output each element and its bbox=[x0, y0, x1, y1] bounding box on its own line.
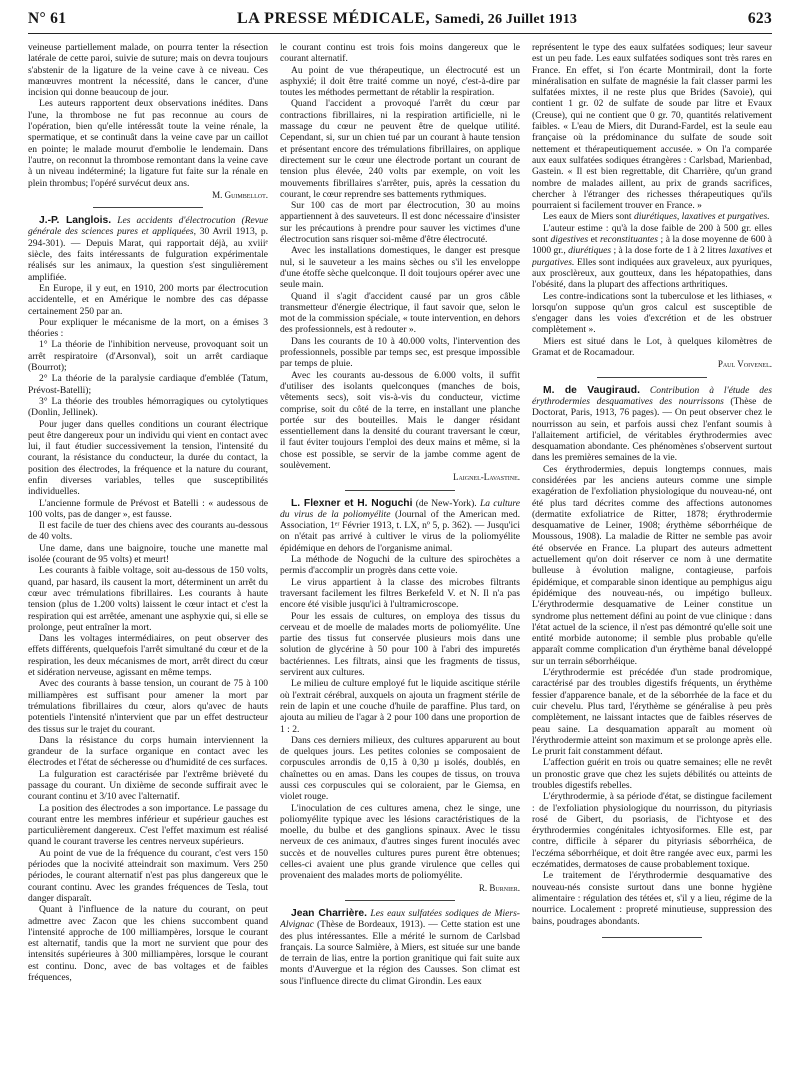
paragraph: Au point de vue thérapeutique, un électrocuté est un asphyxié; il doit être traité comme un noyé, c'est-à-dire par toutes les méthodes permettant de rétablir la respiration. bbox=[280, 64, 520, 99]
emphasis: reconstituantes bbox=[600, 234, 659, 246]
signature: Paul Voivenel. bbox=[717, 359, 772, 370]
paragraph: L'ancienne formule de Prévost et Batelli : « audessous de 100 volts, pas de danger », est fausse. bbox=[28, 497, 268, 520]
paragraph: veineuse partiellement malade, on pourra tenter la résection latérale de cette paroi, suivie de suture; mais on devra toujours s'abstenir de la ligature de la veine cave à ce niveau. Ces manœuvres montrent la nécessité, dans le cancer, d'une incision qui donne beaucoup de jour. bbox=[28, 42, 268, 99]
paragraph: L'inoculation de ces cultures amena, chez le singe, une poliomyélite typique avec les lésions caractéristiques de la moelle, du bulbe et des ganglions spinaux. Avec le tissu nerveux de ces animaux, d'autres singes furent inoculés avec succès et de nouvelles cultures pures purent être obtenues; celles-ci avaient une plus grande virulence que celles qui provenaient des malades morts de poliomyélite. bbox=[280, 802, 520, 882]
paragraph: La méthode de Noguchi de la culture des spirochètes a permis d'accomplir un progrès dans cette voie. bbox=[280, 554, 520, 577]
paragraph: 1° La théorie de l'inhibition nerveuse, provoquant soit un arrêt respiratoire (d'Arsonval), soit un arrêt cardiaque (Bourrot); bbox=[28, 339, 268, 374]
separator bbox=[345, 490, 455, 491]
journal-name: LA PRESSE MÉDICALE, bbox=[237, 10, 431, 27]
article-heading bbox=[280, 908, 520, 987]
paragraph: le courant continu est trois fois moins dangereux que le courant alternatif. bbox=[280, 42, 520, 65]
paragraph: La fulguration est caractérisée par l'extrême brièveté du passage du courant. Un dixième de seconde suffirait avec le courant continu et 3/10 avec l'alternatif. bbox=[28, 768, 268, 803]
signature: R. Burnier. bbox=[478, 882, 520, 893]
paragraph: Dans les voltages intermédiaires, on peut observer des effets différents, quelquefois l'arrêt simultané du cœur et de la respiration, les deux mécanismes de mort, arrêt direct du cœur et sidération nerveuse, agissant en même temps. bbox=[28, 633, 268, 679]
issue-number: N° 61 bbox=[28, 10, 67, 27]
article-heading bbox=[28, 215, 268, 283]
paragraph: 3° La théorie des troubles hémorragiques ou cytolytiques (Donlin, Jellinek). bbox=[28, 395, 268, 419]
text-run: Elles sont indiquées aux graveleux, aux pyuriques, aux prosclèreux, aux goutteux, dans les hépatopathies, dans l'obésité, dans la plupart des affections arthritiques. bbox=[532, 256, 772, 291]
paragraph: Quant à l'influence de la nature du courant, on peut admettre avec Zacon que les chiens succombent quand l'intensité approche de 100 milliampères, lorsque le courant est alternatif, tandis que la mort ne survient que pour des intensités supérieures à 300 milliampères, lorsque le courant est continu. Donc, avec de bas voltages et de faibles fréquences, bbox=[28, 904, 268, 984]
paragraph: Le traitement de l'érythrodermie desquamative des nouveau-nés consiste surtout dans une bonne hygiène alimentaire : régulation des tétées et, s'il y a lieu, régime de la nourrice. Localement : propreté minutieuse, suppression des bains, poudrages abondants. bbox=[532, 870, 772, 927]
emphasis: laxatives bbox=[728, 245, 763, 257]
running-title bbox=[237, 10, 577, 28]
paragraph: Pour les essais de cultures, on employa des tissus du cerveau et de moelle de malades morts de poliomyélite. Une partie des tissus fut conservée plusieurs mois dans une solution de glycérine à 50 pour 100 à l'abri des impuretés bactériennes. Les filtrats, ainsi que les fragments de tissus, servirent aux cultures. bbox=[280, 610, 520, 679]
paragraph: L'affection guérit en trois ou quatre semaines; elle ne revêt un pronostic grave que chez les sujets débilités ou atteints de troubles digestifs rebelles. bbox=[532, 757, 772, 791]
header-rule bbox=[28, 33, 772, 34]
paragraph: Quand il s'agit d'accident causé par un gros câble transmetteur d'énergie électrique, il faut savoir que, selon le mot de la commission spéciale, « toute intervention, en dehors des professionnels, est à redouter ». bbox=[280, 290, 520, 336]
paragraph: En Europe, il y eut, en 1910, 200 morts par électrocution accidentelle, et en Amérique le nombre des cas dépasse certainement 250 par an. bbox=[28, 282, 268, 317]
paragraph: L'érythrodermie est précédée d'un stade prodromique, caractérisé par des troubles digestifs fréquents, un érythème fessier d'apparence banale, et de la séborrhée de la face et du cuir chevelu. Plus tard, l'érythème se généralise à peu près complètement, ne laissant intactes que de faibles réserves de peau saine. La desquamation apparaît au moment où l'érythrodermie atteint son maximum et se prolonge après elle. Le prurit fait constamment défaut. bbox=[532, 667, 772, 758]
paragraph: Les courants à faible voltage, soit au-dessous de 150 volts, quand, par hasard, ils causent la mort, déterminent un arrêt du cœur avec trémulations fibrillaires. Les courants à haute tension (plus de 1.200 volts) laissent le cœur intact et c'est la respiration qui est arrêtée, amenant une asphyxie qui, si elle se prolonge, peut entraîner la mort. bbox=[28, 565, 268, 633]
article-heading bbox=[280, 498, 520, 554]
paragraph: Les contre-indications sont la tuberculose et les lithiases, « lorsqu'on suppose qu'un gros calcul est susceptible de s'engager dans les voies d'excrétion et de les obstruer complètement ». bbox=[532, 290, 772, 336]
paragraph: Au point de vue de la fréquence du courant, c'est vers 150 périodes que la nocivité atteindrait son maximum. Vers 250 périodes, le courant alternatif n'est pas plus dangereux que le courant continu. Avec les grandes fréquences de Tesla, tout danger disparaît. bbox=[28, 847, 268, 904]
article-text: (Journal of the American med. Association, 1ᵉʳ Février 1913, t. LX, nº 5, p. 362). — Jusqu'ici on n'était pas arrivé à cultiver le virus de la poliomyélite épidémique en dehors de l'organisme animal. bbox=[280, 508, 520, 554]
text-run: L'auteur estime : qu'à la dose faible de 200 à 500 gr. elles sont bbox=[532, 222, 772, 246]
article-text: (Thèse de Bordeaux, 1913). — Cette station est une des plus intéressantes. Elle a mérité le surnom de Carlsbad français. La source Salmière, à Miers, est située sur une bande de terrain de lias, entre la portion granitique qui fait suite aux monts d'Auvergue et la région des Causses. Son climat est sous l'influence directe du climat Girondin. Les eaux bbox=[280, 919, 520, 987]
article-author: Jean Charrière. bbox=[291, 907, 367, 919]
paragraph: L'érythrodermie, à sa période d'état, se distingue facilement : de l'exfoliation physiologique du nourrisson, du pityriasis rosé de Gibert, du psoriasis, de l'ichtyose et des érythrodermies congénitales ichtyosiformes. Elle est, par contre, difficile à séparer du pityriasis séborrhéica, de l'eczéma séborrhéique, et doit être rangée avec eux, parmi les eczématides, dermatoses de cause probablement toxique. bbox=[532, 791, 772, 871]
text-run: ; à la dose moyenne de 600 à 1000 gr., bbox=[532, 234, 772, 257]
signature: M. Guimbellot. bbox=[212, 189, 268, 200]
paragraph: Dans la résistance du corps humain interviennent la grandeur de la surface organique en contact avec les électrodes et l'état de sécheresse ou d'humidité de ces surfaces. bbox=[28, 734, 268, 769]
article-title: Les eaux sulfatées sodiques de Miers-Alvignac bbox=[280, 907, 520, 931]
paragraph: Dans ces derniers milieux, des cultures apparurent au bout de quelques jours. Les petites colonies se composaient de corpuscules arrondis de 0,15 à 0,30 µ isolés, doublés, en chaînettes ou en amas. Dans les coupes de tissus, on trouva aussi ces corpuscules qui se coloraient, par le Giemsa, en violet rouge. bbox=[280, 734, 520, 803]
column-1 bbox=[28, 42, 268, 1072]
paragraph: Sur 100 cas de mort par électrocution, 30 au moins appartiennent à des sauveteurs. Il est donc nécessaire d'insister sur les précautions à prendre pour sauver les victimes d'une électrocution sans risquer soi-même d'être électrocuté. bbox=[280, 200, 520, 246]
paragraph: Avec des courants à basse tension, un courant de 75 à 100 milliampères est suffisant pour amener la mort par trémulations fibrillaires du cœur, alors qu'avec de hauts potentiels l'intensité n'intervient que par un effet destructeur des tissus sur le trajet du courant. bbox=[28, 678, 268, 735]
article-author: J.-P. Langlois. bbox=[39, 215, 112, 227]
paragraph: représentent le type des eaux sulfatées sodiques; leur saveur est un peu fade. Les eaux sulfatées sodiques sont très rares en France. En effet, si l'on écarte Montmirail, dont la forte minéralisation en sulfate de magnésie la fait classer parmi les sulfatées mixtes, il ne reste plus que Brides (Savoie), qui contient 1 gr. 02 de sulfate de soude par litre et Evaux (Creuse), qui ne contient que 0 gr. 70, quantités relativement faibles. « L'eau de Miers, dit Durand-Fardel, est la seule eau française où la prédominance du sulfate de soude soit nettement et thérapeutiquement accusée. » On l'a comparée aux eaux sulfatées sodiques étrangères : Carlsbad, Marienbad, Gastein. « Il est bien regrettable, dit Charrière, qu'un grand nombre de malades aillent, au prix de grands sacrifices, chercher à l'étranger des richesses thérapeutiques qu'ils pourraient si facilement trouver en France. » bbox=[532, 42, 772, 212]
paragraph: La position des électrodes a son importance. Le passage du courant entre les membres inférieur et supérieur gauches est particulièrement dangereux. C'est l'effet maximum est réalisé quand le courant traverse les centres nerveux supérieurs. bbox=[28, 802, 268, 848]
end-rule bbox=[602, 937, 702, 938]
article-author: M. de Vaugiraud. bbox=[543, 384, 640, 396]
signature: Laignel-Lavastine. bbox=[452, 472, 520, 483]
text-run: Les eaux de Miers sont bbox=[543, 211, 634, 223]
column-3 bbox=[532, 42, 772, 1072]
page-header bbox=[28, 10, 772, 30]
paragraph: Une dame, dans une baignoire, touche une manette mal isolée (courant de 95 volts) et meurt! bbox=[28, 542, 268, 566]
article-reference: (Revue générale des sciences pures et appliquées bbox=[28, 215, 268, 238]
separator bbox=[93, 207, 203, 208]
paragraph: Il est facile de tuer des chiens avec des courants au-dessous de 40 volts. bbox=[28, 520, 268, 543]
paragraph: Miers est situé dans le Lot, à quelques kilomètres de Gramat et de Rocamadour. bbox=[532, 335, 772, 359]
paragraph bbox=[532, 211, 772, 222]
article-title: Les accidents d'électrocution bbox=[117, 215, 236, 227]
article-location: (de New-York). bbox=[412, 497, 480, 509]
article-title: Contribution à l'étude des érythrodermies desquamatives des nourrissons bbox=[532, 384, 772, 407]
paragraph: Ces érythrodermies, depuis longtemps connues, mais considérées par les anciens auteurs comme une simple exagération de l'exfoliation physiologique du nouveau-né, ont été plus tard décrites comme des affections autonomes (dermatite exfoliatrice de Ritter, 1878; érythrodermie desquamative de Leiner, 1908; érythème séborrhéique de Moussous, 1908). La maladie de Ritter ne semble pas avoir été observée en France. La plupart des auteurs admettent actuellement qu'on doit réserver ce nom à une dermatite bulleuse à évolution maligne, contagieuse, parfois épidémique, et comparable sinon identique au pemphigus aigu épidémique des nouveau-nés, ou impétigo bulleux. L'érythrodermie desquamative de Leiner constitue un syndrome plus nettement défini au point de vue clinique : dans l'état actuel de la science, il n'est pas démontré qu'elle soit une entité morbide autonome; il semble plus probable qu'elle apparaît comme complication d'un érythème banal développé sur un terrain séborrhéique. bbox=[532, 463, 772, 667]
page-number: 623 bbox=[747, 10, 772, 27]
article-text: , 30 Avril 1913, p. 294-301). — Depuis Marat, qui rapportait déjà, au xviiiᵉ siècle, des faits intéressants de fulguration expérimentale réalisés sur les animaux, la question s'est singulièrement amplifiée. bbox=[28, 226, 268, 283]
article-text: (Thèse de Doctorat, Paris, 1913, 76 pages). — On peut observer chez le nourrisson au sein, et parfois aussi chez l'enfant soumis à l'allaitement artificiel, de véritables érythrodermies avec desquamation abondante. Ces phénomènes s'observent surtout dans les premières semaines de la vie. bbox=[532, 395, 772, 464]
paragraph: Pour expliquer le mécanisme de la mort, on a émises 3 théories : bbox=[28, 316, 268, 340]
text-run: et bbox=[762, 245, 772, 257]
emphasis: digestives bbox=[550, 234, 589, 246]
paragraph: Les auteurs rapportent deux observations inédites. Dans l'une, la thrombose ne fut pas reconnue au cours de l'opération, bien qu'elle intéressât toute la veine rénale, la spermatique, et se continuât dans la veine cave par un caillot en pointe; le malade mourut d'embolie le lendemain. Dans l'autre, on reconnut la thrombose remontant dans la veine cave à un niveau indéterminé; la ligature fut faite sur la rénale en plein thrombus; l'opéré survécut deux ans. bbox=[28, 98, 268, 189]
text-run: et bbox=[588, 234, 601, 246]
emphasis: diurétiques bbox=[568, 245, 612, 257]
emphasis: diurétiques, laxatives et purgatives. bbox=[633, 211, 770, 223]
paragraph: Avec les courants au-dessous de 6.000 volts, il suffit d'utiliser des isolants quelconques (manches de bois, vêtements secs), soit vis-à-vis du conducteur, victime comprise, soit du côté de la terre, en installant une planche portée sur des bouteilles. Mais le danger résidant essentiellement dans la densité du courant traversant le cœur, il faut éviter toujours l'emploi des deux mains et même, si la chose est possible, se servir de la jambe comme agent de soulèvement. bbox=[280, 369, 520, 471]
separator bbox=[597, 377, 707, 378]
paragraph: 2° La théorie de la paralysie cardiaque d'emblée (Tatum, Prévost-Batelli); bbox=[28, 373, 268, 396]
paragraph: Le virus appartient à la classe des microbes filtrants traversant facilement les filtres Berkefeld V. et N. Il n'a pas encore été visible jusqu'ici à l'ultramicroscope. bbox=[280, 576, 520, 611]
paragraph: Avec les installations domestiques, le danger est presque nul, si le sauveteur a les mains sèches ou s'il les enveloppe d'une étoffe sèche quelconque. Il doit toujours opérer avec une seule main. bbox=[280, 245, 520, 291]
paragraph: Le milieu de culture employé fut le liquide ascitique stérile où l'extrait cérébral, auxquels on ajouta un fragment stérile de rein de lapin et une couche d'huile de paraffine. Plus tard, on ajouta au milieu de l'agar à 2 pour 100 dans une proportion de 1 : 2. bbox=[280, 678, 520, 735]
article-heading bbox=[532, 385, 772, 464]
article-title: La culture du virus de la poliomyélite bbox=[280, 497, 520, 520]
paragraph bbox=[532, 223, 772, 291]
column-2 bbox=[280, 42, 520, 1072]
text-run: ; à la dose forte de 1 à 2 litres bbox=[611, 245, 729, 257]
separator bbox=[345, 900, 455, 901]
paragraph: Pour juger dans quelles conditions un courant électrique peut être dangereux pour un individu qui vient en contact avec lui, il faut étudier successivement la tension, l'intensité du courant, la résistance du conducteur, la durée du contact, la position des électrodes, la fréquence et la nature du courant, enfin diverses variables, telles que susceptibilités individuelles. bbox=[28, 418, 268, 498]
article-author: L. Flexner et H. Noguchi bbox=[291, 497, 413, 509]
paragraph: Dans les courants de 10 à 40.000 volts, l'intervention des professionnels, possible par temps sec, est presque impossible par temps de pluie. bbox=[280, 335, 520, 370]
issue-date: Samedi, 26 Juillet 1913 bbox=[434, 12, 578, 27]
emphasis: purgatives. bbox=[532, 256, 575, 268]
paragraph: Quand l'accident a provoqué l'arrêt du cœur par contractions fibrillaires, ni la respiration artificielle, ni le massage du cœur ne peuvent être de quelque utilité. Cependant, si, sur un chien tué par un courant à haute tension et présentant encore des trémulations fibrillaires, on applique directement sur le cœur une électrode portant un courant de tension plus élevée, 240 volts par exemple, on voit les mouvements fibrillaires s'arrêter, puis, après la cessation du courant, le cœur reprendre ses battements rythmiques. bbox=[280, 98, 520, 200]
